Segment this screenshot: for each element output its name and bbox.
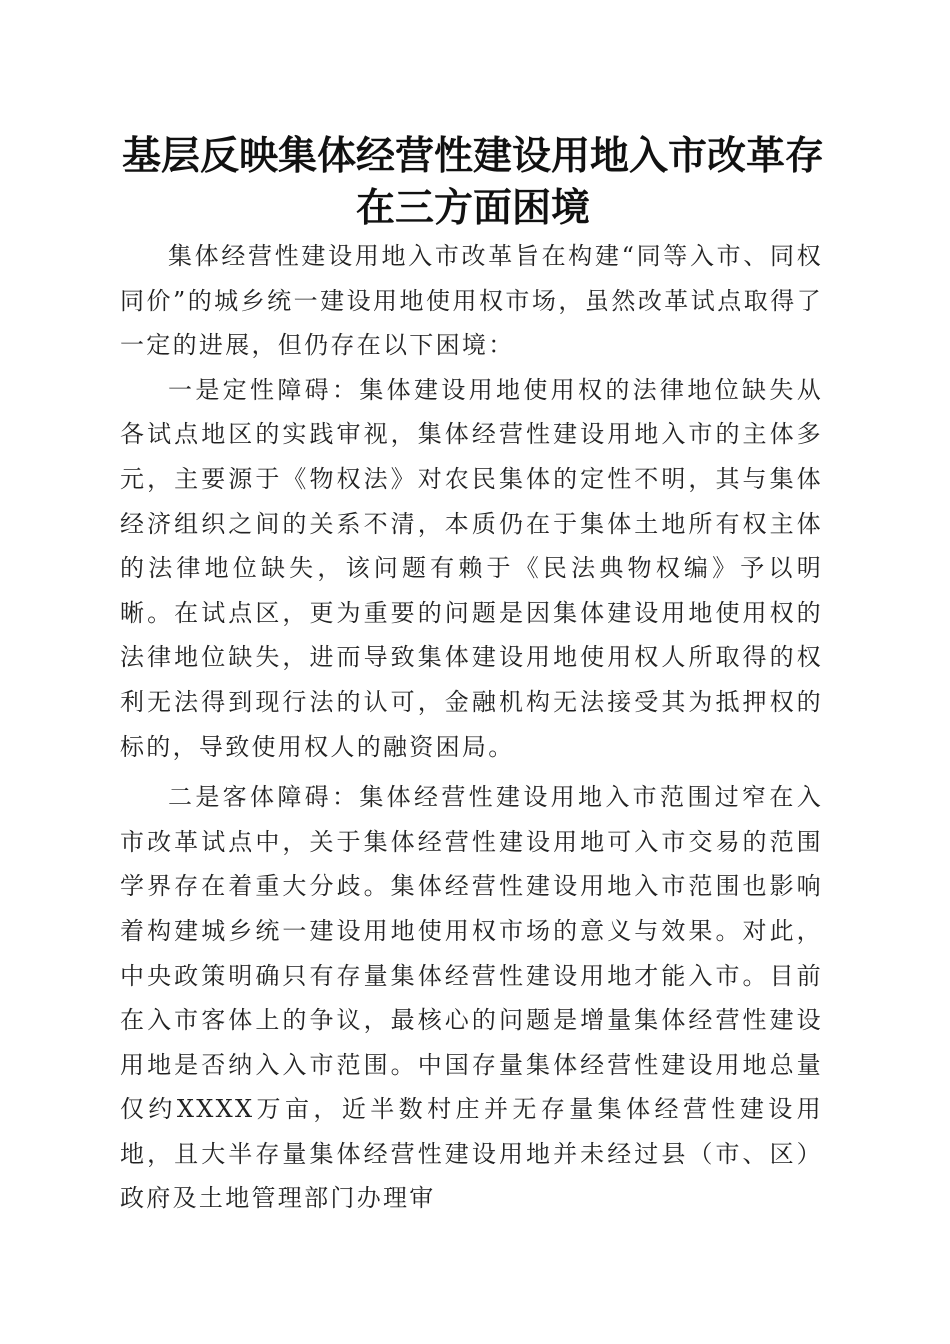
intro-paragraph: 集体经营性建设用地入市改革旨在构建“同等入市、同权同价”的城乡统一建设用地使用权市场，虽然改革试点取得了一定的进展，但仍存在以下困境： bbox=[120, 242, 823, 360]
paragraph-object-obstacle: 二是客体障碍：集体经营性建设用地入市范围过窄在入市改革试点中，关于集体经营性建设用地可入市交易的范围学界存在着重大分歧。集体经营性建设用地入市范围也影响着构建城乡统一建设用地使用权市场的意义与效果。对此，中央政策明确只有存量集体经营性建设用地才能入市。目前在入市客体上的争议，最核心的问题是增量集体经营性建设用地是否纳入入市范围。中国存量集体经营性建设用地总量仅约XXXX万亩，近半数村庄并无存量集体经营性建设用地，且大半存量集体经营性建设用地并未经过县（市、区）政府及土地管理部门办理审 bbox=[120, 783, 823, 1213]
paragraph-qualitative-obstacle: 一是定性障碍：集体建设用地使用权的法律地位缺失从各试点地区的实践审视，集体经营性建设用地入市的主体多元，主要源于《物权法》对农民集体的定性不明，其与集体经济组织之间的关系不清，本质仍在于集体土地所有权主体的法律地位缺失，该问题有赖于《民法典物权编》予以明晰。在试点区，更为重要的问题是因集体建设用地使用权的法律地位缺失，进而导致集体建设用地使用权人所取得的权利无法得到现行法的认可，金融机构无法接受其为抵押权的标的，导致使用权人的融资困局。 bbox=[120, 375, 823, 761]
document-body bbox=[120, 234, 823, 1221]
document-title: 基层反映集体经营性建设用地入市改革存在三方面困境 bbox=[121, 133, 824, 231]
